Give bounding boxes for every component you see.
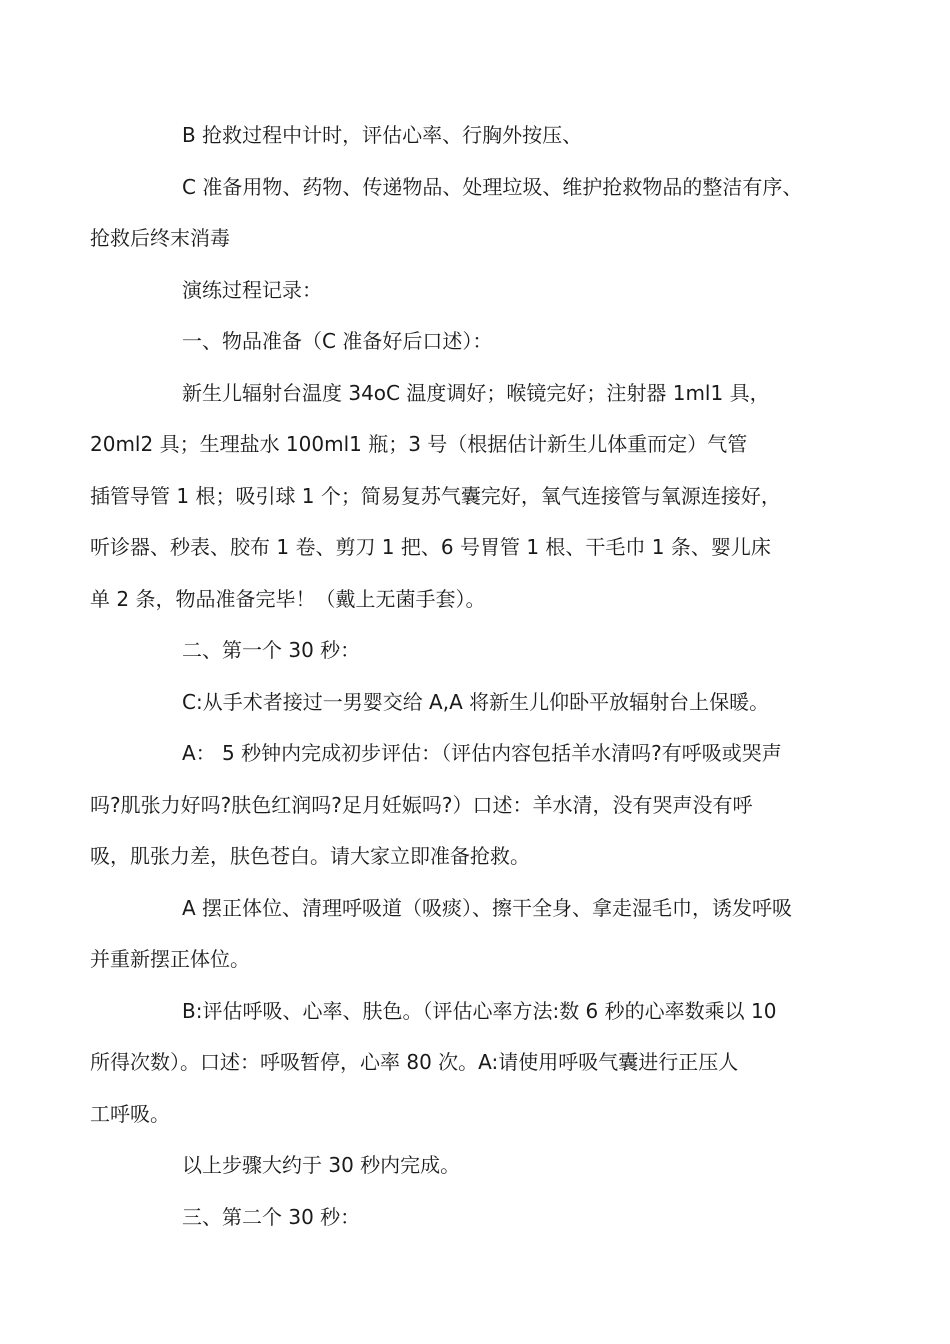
section-heading-item-preparation: [136, 316, 826, 368]
text-line: 插管导管 1 根；吸引球 1 个；简易复苏气囊完好，氧气连接管与氧源连接好，: [90, 483, 781, 508]
text-line: C:从手术者接过一男婴交给 A,A 将新生儿仰卧平放辐射台上保暖。: [182, 689, 770, 714]
paragraph-summary: [136, 1140, 826, 1192]
text-line: B 抢救过程中计时，评估心率、行胸外按压、: [182, 123, 583, 147]
paragraph-c-receive: [136, 677, 826, 729]
text-line: 吸，肌张力差，肤色苍白。请大家立即准备抢救。: [90, 844, 530, 868]
document-page: [90, 110, 826, 1243]
text-line: 二、第一个 30 秒：: [182, 638, 361, 662]
text-line: 演练过程记录：: [182, 277, 322, 302]
text-line: 三、第二个 30 秒：: [182, 1204, 361, 1229]
text-line: 并重新摆正体位。: [90, 947, 250, 971]
text-line: A 摆正体位、清理呼吸道（吸痰）、擦干全身、拿走湿毛巾，诱发呼吸: [182, 895, 793, 920]
paragraph-a-assessment: [90, 728, 826, 883]
text-line: 吗?肌张力好吗?肤色红润吗?足月妊娠吗?）口述：羊水清，没有哭声没有呼: [90, 792, 753, 817]
section-heading-drill-record: [136, 265, 826, 317]
text-line: 新生儿辐射台温度 34oC 温度调好；喉镜完好；注射器 1ml1 具，: [182, 380, 770, 405]
text-line: 20ml2 具；生理盐水 100ml1 瓶；3 号（根据估计新生儿体重而定）气管: [90, 432, 748, 456]
text-line: 抢救后终末消毒: [90, 226, 230, 250]
text-line: C 准备用物、药物、传递物品、处理垃圾、维护抢救物品的整洁有序、: [182, 174, 803, 199]
text-line: 单 2 条，物品准备完毕！（戴上无菌手套）。: [90, 586, 486, 611]
text-line: 所得次数）。口述：呼吸暂停，心率 80 次。A:请使用呼吸气囊进行正压人: [90, 1050, 739, 1074]
section-heading-first-30s: [136, 625, 826, 677]
paragraph-a-positioning: [90, 883, 826, 986]
paragraph-b-evaluation: [90, 986, 826, 1141]
text-line: 一、物品准备（C 准备好后口述）：: [182, 329, 493, 353]
text-line: B:评估呼吸、心率、肤色。（评估心率方法:数 6 秒的心率数乘以 10: [182, 998, 777, 1023]
text-line: 听诊器、秒表、胶布 1 卷、剪刀 1 把、6 号胃管 1 根、干毛巾 1 条、婴儿床: [90, 535, 771, 559]
paragraph-item-list: [90, 368, 826, 626]
paragraph-role-b: [136, 110, 826, 162]
text-line: 工呼吸。: [90, 1101, 170, 1126]
text-line: 以上步骤大约于 30 秒内完成。: [182, 1153, 461, 1177]
section-heading-second-30s: [136, 1192, 826, 1244]
paragraph-role-c: [90, 162, 826, 265]
text-line: A： 5 秒钟内完成初步评估：（评估内容包括羊水清吗?有呼吸或哭声: [182, 741, 782, 765]
